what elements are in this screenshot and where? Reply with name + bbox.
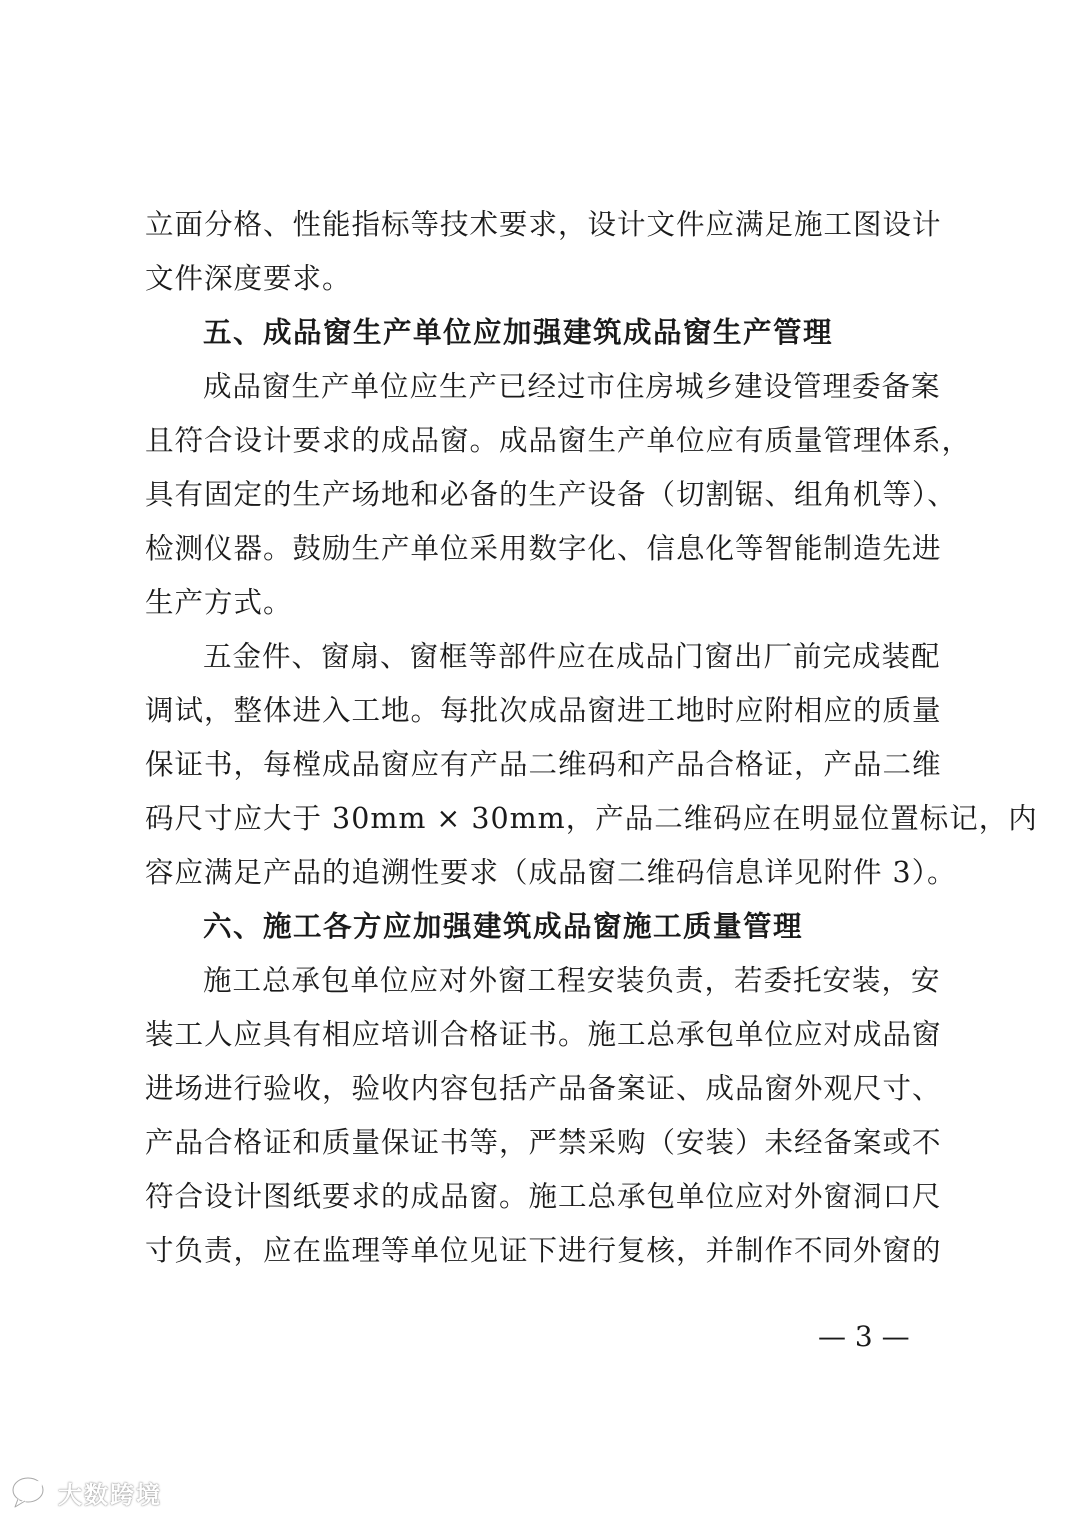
- paragraph-line: 寸负责，应在监理等单位见证下进行复核，并制作不同外窗的: [145, 1234, 942, 1267]
- paragraph-line: 成品窗生产单位应生产已经过市住房城乡建设管理委备案: [203, 370, 941, 403]
- speech-bubble-logo-icon: [10, 1475, 50, 1509]
- paragraph-line: 生产方式。: [145, 586, 293, 619]
- watermark: [10, 1470, 162, 1514]
- paragraph-line: 文件深度要求。: [145, 262, 352, 295]
- paragraph-line: 施工总承包单位应对外窗工程安装负责，若委托安装，安: [203, 964, 941, 997]
- paragraph-line: 立面分格、性能指标等技术要求，设计文件应满足施工图设计: [145, 208, 942, 241]
- paragraph-line: 产品合格证和质量保证书等，严禁采购（安装）未经备案或不: [145, 1126, 942, 1159]
- paragraph-line: 保证书，每樘成品窗应有产品二维码和产品合格证，产品二维: [145, 748, 942, 781]
- section-heading-5: 五、成品窗生产单位应加强建筑成品窗生产管理: [203, 316, 834, 349]
- paragraph-line: 五金件、窗扇、窗框等部件应在成品门窗出厂前完成装配: [203, 640, 941, 673]
- paragraph-line: 调试，整体进入工地。每批次成品窗进工地时应附相应的质量: [145, 694, 942, 727]
- paragraph-line: 容应满足产品的追溯性要求（成品窗二维码信息详见附件 3）。: [145, 856, 957, 889]
- page-number: — 3 —: [818, 1320, 910, 1353]
- paragraph-line: 装工人应具有相应培训合格证书。施工总承包单位应对成品窗: [145, 1018, 942, 1051]
- paragraph-line: 进场进行验收，验收内容包括产品备案证、成品窗外观尺寸、: [145, 1072, 942, 1105]
- paragraph-line: 检测仪器。鼓励生产单位采用数字化、信息化等智能制造先进: [145, 532, 942, 565]
- paragraph-line: 具有固定的生产场地和必备的生产设备（切割锯、组角机等）、: [145, 478, 957, 511]
- paragraph-line: 符合设计图纸要求的成品窗。施工总承包单位应对外窗洞口尺: [145, 1180, 942, 1213]
- watermark-text: 大数跨境: [58, 1480, 162, 1509]
- paragraph-line: 且符合设计要求的成品窗。成品窗生产单位应有质量管理体系，: [145, 424, 972, 457]
- section-heading-6: 六、施工各方应加强建筑成品窗施工质量管理: [203, 910, 804, 943]
- paragraph-line: 码尺寸应大于 30mm × 30mm，产品二维码应在明显位置标记，内: [145, 802, 1038, 835]
